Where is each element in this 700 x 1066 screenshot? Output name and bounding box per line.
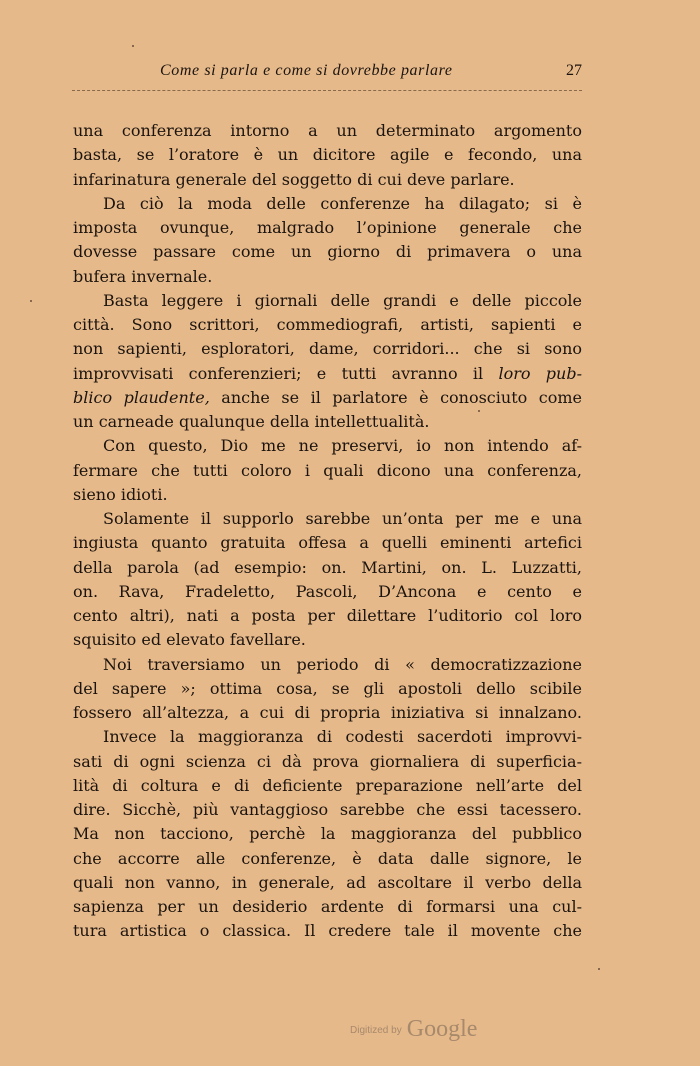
digitized-label: Digitized by bbox=[350, 1025, 402, 1036]
body-text bbox=[73, 119, 582, 944]
text-line: che accorre alle conferenze, è data dalle signore, le bbox=[73, 848, 582, 868]
text-line: ingiusta quanto gratuita offesa a quelli eminenti artefici bbox=[73, 533, 582, 553]
italic-fragment: blico plaudente, bbox=[73, 387, 210, 407]
text-line: basta, se l’oratore è un dicitore agile e fecondo, una bbox=[73, 145, 582, 165]
speck bbox=[132, 45, 134, 47]
text-line: tura artistica o classica. Il credere tale il movente che bbox=[73, 921, 582, 941]
text-line: fossero all’altezza, a cui di propria iniziativa si innalzano. bbox=[73, 703, 582, 722]
text-line: Con questo, Dio me ne preservi, io non intendo af- bbox=[103, 436, 582, 456]
text-line: Ma non tacciono, perchè la maggioranza del pubblico bbox=[73, 824, 582, 844]
text-line: Solamente il supporlo sarebbe un’onta per me e una bbox=[103, 509, 582, 528]
text-fragment: improvvisati conferenzieri; e tutti avranno il bbox=[73, 363, 484, 383]
text-line: infarinatura generale del soggetto di cui deve parlare. bbox=[73, 169, 515, 189]
text-line: on. Rava, Fradeletto, Pascoli, D’Ancona e cento e bbox=[73, 581, 582, 601]
text-line: lità di coltura e di deficiente preparazione nell’arte del bbox=[73, 775, 582, 795]
text-line: Invece la maggioranza di codesti sacerdoti improvvi- bbox=[103, 727, 582, 747]
speck bbox=[30, 300, 32, 302]
text-line: dire. Sicchè, più vantaggioso sarebbe che essi tacessero. bbox=[73, 800, 582, 819]
text-line: Noi traversiamo un periodo di « democratizzazione bbox=[103, 654, 582, 674]
text-line: della parola (ad esempio: on. Martini, on. L. Luzzatti, bbox=[73, 557, 582, 577]
page-number: 27 bbox=[566, 62, 582, 79]
text-line: sieno idioti. bbox=[73, 484, 168, 504]
text-line: sapienza per un desiderio ardente di formarsi una cul- bbox=[73, 897, 582, 916]
text-line: fermare che tutti coloro i quali dicono una conferenza, bbox=[73, 460, 582, 480]
speck bbox=[598, 968, 600, 970]
italic-fragment: loro pub- bbox=[498, 363, 583, 383]
text-line: una conferenza intorno a un determinato argomento bbox=[73, 121, 582, 140]
text-line: quali non vanno, in generale, ad ascoltare il verbo della bbox=[73, 872, 582, 892]
text-line: sati di ogni scienza ci dà prova giornaliera di superficia- bbox=[73, 751, 582, 771]
text-line: cento altri), nati a posta per dilettare l’uditorio col loro bbox=[73, 606, 582, 625]
text-line: Basta leggere i giornali delle grandi e delle piccole bbox=[103, 290, 582, 310]
header-rule bbox=[72, 90, 582, 91]
text-line: del sapere »; ottima cosa, se gli apostoli dello scibile bbox=[73, 678, 582, 698]
text-line: squisito ed elevato favellare. bbox=[73, 630, 306, 650]
digitized-watermark bbox=[350, 1016, 477, 1043]
text-line: Da ciò la moda delle conferenze ha dilagato; si è bbox=[103, 193, 582, 213]
text-line: bufera invernale. bbox=[73, 266, 213, 286]
text-line: dovesse passare come un giorno di primavera o una bbox=[73, 242, 582, 262]
running-title: Come si parla e come si dovrebbe parlare bbox=[160, 62, 453, 79]
text-line: non sapienti, esploratori, dame, corridori... che si sono bbox=[73, 339, 582, 359]
text-line: imposta ovunque, malgrado l’opinione generale che bbox=[73, 218, 582, 237]
text-line: un carneade qualunque della intellettualità. bbox=[73, 412, 430, 431]
text-line bbox=[73, 362, 582, 386]
text-fragment: anche se il parlatore è conosciuto come bbox=[221, 387, 582, 407]
text-line bbox=[73, 386, 582, 410]
text-line: città. Sono scrittori, commediografi, artisti, sapienti e bbox=[73, 315, 582, 334]
speck bbox=[478, 410, 480, 412]
google-logo: Google bbox=[406, 1016, 478, 1042]
page-header bbox=[72, 62, 582, 86]
